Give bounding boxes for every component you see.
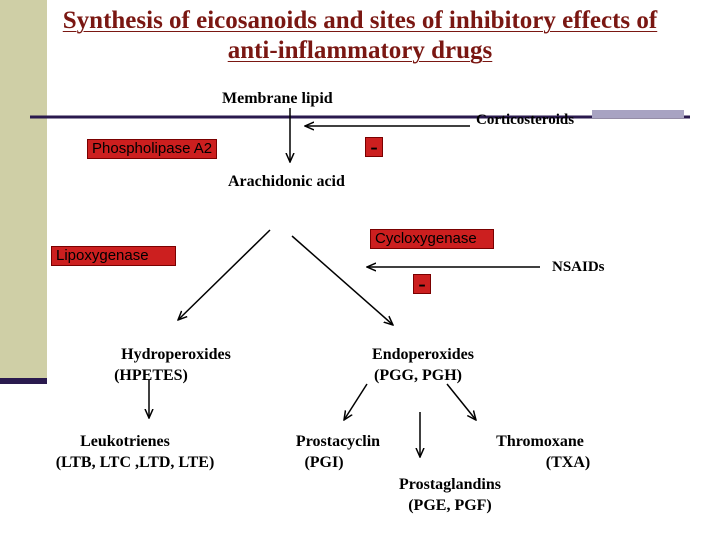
ltb-lte-label: (LTB, LTC ,LTD, LTE) <box>55 454 215 471</box>
endoperoxides-label: Endoperoxides <box>372 346 474 363</box>
thromoxane-node <box>470 431 610 473</box>
arrow-arachidonic-to-endoperoxides <box>292 236 393 325</box>
endoperoxides-node <box>343 344 503 386</box>
thromoxane-label: Thromoxane <box>496 433 584 450</box>
corticosteroid-inhibition-minus: - <box>365 137 383 157</box>
corticosteroids-label: Corticosteroids <box>476 112 575 128</box>
prostaglandins-node <box>380 474 520 516</box>
cycloxygenase-box: Cycloxygenase <box>370 229 494 249</box>
pgi-label: (PGI) <box>304 454 344 471</box>
leukotrienes-node <box>30 431 240 473</box>
rule-line-right-accent <box>592 110 684 118</box>
arachidonic-acid-label: Arachidonic acid <box>228 173 345 190</box>
lipoxygenase-box: Lipoxygenase <box>51 246 176 266</box>
prostacyclin-node <box>278 431 398 473</box>
membrane-lipid-label: Membrane lipid <box>222 90 333 107</box>
left-band-bottom-bar <box>0 378 47 384</box>
title-line-1: Synthesis of eicosanoids and sites of inhibitory effects of <box>62 7 658 34</box>
txa-label: (TXA) <box>545 454 591 471</box>
phospholipase-a2-box: Phospholipase A2 <box>87 139 217 159</box>
title-line-2: anti-inflammatory drugs <box>227 37 493 64</box>
hpetes-label: (HPETES) <box>114 367 188 384</box>
nsaid-inhibition-minus: - <box>413 274 431 294</box>
arrow-endoperoxides-to-prostacyclin <box>344 384 367 420</box>
pge-pgf-label: (PGE, PGF) <box>408 497 492 514</box>
arrow-arachidonic-to-hydroperoxides <box>178 230 270 320</box>
leukotrienes-label: Leukotrienes <box>80 433 170 450</box>
hydroperoxides-node <box>96 344 256 386</box>
hydroperoxides-label: Hydroperoxides <box>121 346 231 363</box>
prostacyclin-label: Prostacyclin <box>295 433 381 450</box>
pgg-pgh-label: (PGG, PGH) <box>374 367 462 384</box>
nsaids-label: NSAIDs <box>552 259 605 275</box>
prostaglandins-label: Prostaglandins <box>399 476 501 493</box>
arrow-endoperoxides-to-thromoxane <box>447 384 476 420</box>
